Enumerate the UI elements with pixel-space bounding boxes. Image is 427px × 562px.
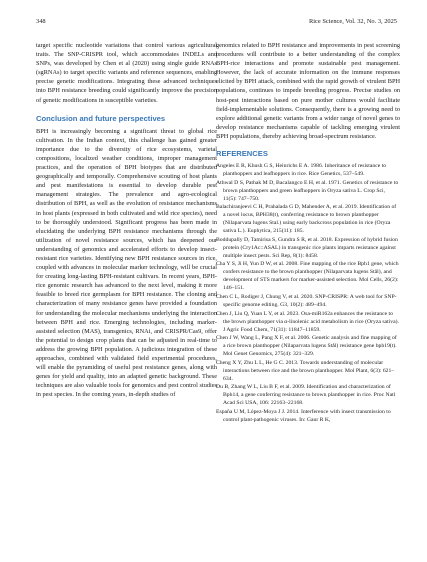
running-header — [36, 16, 397, 28]
reference-list — [216, 162, 400, 424]
reference-item: Balachiranjeevi C H, Prahalada G D, Mahender A, et al. 2019. Identification of a novel locus, BPH38(t), conferring resistance to brown planthopper (Nilaparvata lugens Stal.) using early backcross population in rice (Oryza sativa L.). Euphytica, 215(11): 185. — [216, 204, 397, 235]
reference-item: España U M, López-Moya J J. 2014. Interference with insect transmission to control plant-pathogenic viruses. In: Gaur R K, — [216, 408, 391, 423]
conclusion-paragraph: BPH is increasingly becoming a significant threat to global rice cultivation. In the Indian context, this challenge has gained greater importance due to the diversity of rice ecosystems, varietal compositions, localized weather conditions, improper management practices, and the operation of BPH biotypes that are distributed geographically and temporally. Comprehensive scouting of host plants and pest manifestations is essential to develop durable pest management strategies. The prevalence and agro-ecological distribution of BPH, as well as the evolution of resistance mechanisms in host plants (expressed in both cultivated and wild rice species), need to be thoroughly understood. Significant progress has been made in elucidating the underlying BPH resistance mechanisms through the utilization of novel resistance sources, which has deepened our understanding of genomics and accelerated efforts to develop insect-resistant rice varieties. Identifying new BPH resistance sources in rice, coupled with advances in molecular marker technology, will be crucial for creating long-lasting BPH-resistant cultivars. In recent years, BPH-rice genomic research has advanced to the next level, making it more feasible to breed rice germplasm for BPH resistance. The cloning and characterization of many resistance genes have provided a foundation for understanding the molecular mechanisms underlying the interaction between BPH and rice. Emerging technologies, including marker-assisted selection (MAS), transgenics, RNAi, and CRISPR/Cas9, offer the potential to design crop plants that can be adjusted in real-time to address the growing BPH population. A judicious integration of these approaches, combined with validated field experimental procedures, will enable the pyramiding of useful pest resistance genes, along with genes for yield and quality, into an adapted genetic background. These techniques are also valuable tools for genomics and pest control studies in pest species. In the coming years, in-depth studies of — [36, 127, 217, 399]
reference-item: Cheng X Y, Zhu L L, He G C. 2013. Towards understanding of molecular interactions between rice and the brown planthopper. Mol Plant, 6(3): 621–634. — [216, 359, 395, 382]
reference-item: Angeles E R, Khush G S, Heinrichs E A. 1986. Inheritance of resistance to planthoppers and leafhoppers in rice. Rice Genetics, 537–549. — [216, 163, 387, 178]
reference-item: Chen J, Liu Q, Yuan L Y, et al. 2023. Osa-miR162a enhances the resistance to the brown planthopper via α-linolenic acid metabolism in rice (Oryza sativa). J Agric Food Chem, 71(31): 11847–11859. — [216, 310, 399, 333]
journal-citation: Rice Science, Vol. 32, No. 3, 2025 — [309, 18, 397, 25]
continuation-paragraph: genomics related to BPH resistance and improvements in pest screening procedures will contribute to a better understanding of the complex BPH-rice interactions and promote sustainable pest management. However, the lack of accurate information on the immune responses elicited by BPH attack, combined with the rapid growth of virulent BPH populations, continues to impede breeding progress. Precise studies on host-pest interactions based on pure mother cultures would facilitate field-implementable solutions. Consequently, there is a growing need to explore additional genetic variants from a wider range of novel genes to develop resistance mechanisms capable of tackling emerging virulent BPH populations, thereby achieving broad-spectrum resistance. — [216, 42, 400, 140]
page-number: 348 — [36, 18, 46, 25]
reference-item: Cha Y S, Ji H, Yun D W, et al. 2008. Fine mapping of the rice Bph1 gene, which confers resistance to the brown planthopper (Nilaparvata lugens Stål), and development of STS markers for marker-assisted selection. Mol Cells, 26(2): 146–151. — [216, 261, 399, 292]
section-heading-conclusion: Conclusion and future perspectives — [36, 113, 166, 123]
reference-item: Athwal D S, Pathak M D, Bacalangco E H, et al. 1971. Genetics of resistance to brown planthoppers and green leafhoppers in Oryza sativa L. Crop Sci, 11(5): 747–750. — [216, 179, 399, 202]
right-column — [216, 41, 400, 425]
left-column — [36, 41, 217, 399]
references-heading: REFERENCES — [216, 149, 268, 159]
reference-item: Boddupally D, Tamirisa S, Gundra S R, et al. 2018. Expression of hybrid fusion protein (Cry1Ac::ASAL) in transgenic rice plants imparts resistance against multiple insect pests. Sci Rep, 8(1): 8458. — [216, 236, 398, 259]
reference-item: Du B, Zhang W L, Liu B F, et al. 2009. Identification and characterization of Bph14, a gene conferring resistance to brown planthopper in rice. Proc Natl Acad Sci USA, 106: 22163–22168. — [216, 384, 396, 407]
reference-item: Chen J W, Wang L, Pang X F, et al. 2006. Genetic analysis and fine mapping of a rice brown planthopper (Nilaparvata lugens Stål) resistance gene bph19(t). Mol Genet Genomics, 275(4): 321–329. — [216, 335, 397, 358]
reference-item: Chen C L, Rodiger J, Chung V, et al. 2020. SNP-CRISPR: A web tool for SNP-specific genome editing. G3, 10(2): 489–494. — [216, 294, 397, 308]
intro-paragraph: target specific nucleotide variations that control various agricultural traits. The SNP-CRISPR tool, which accommodates INDELs and SNPs, was developed by Chen et al (2020) using single guide RNAs (sgRNAs) to target specific variants and reference sequences, enabling precise genetic modifications. Integrating these advanced techniques into BPH resistance breeding could significantly improve the precision of genetic modifications in susceptible varieties. — [36, 42, 217, 104]
